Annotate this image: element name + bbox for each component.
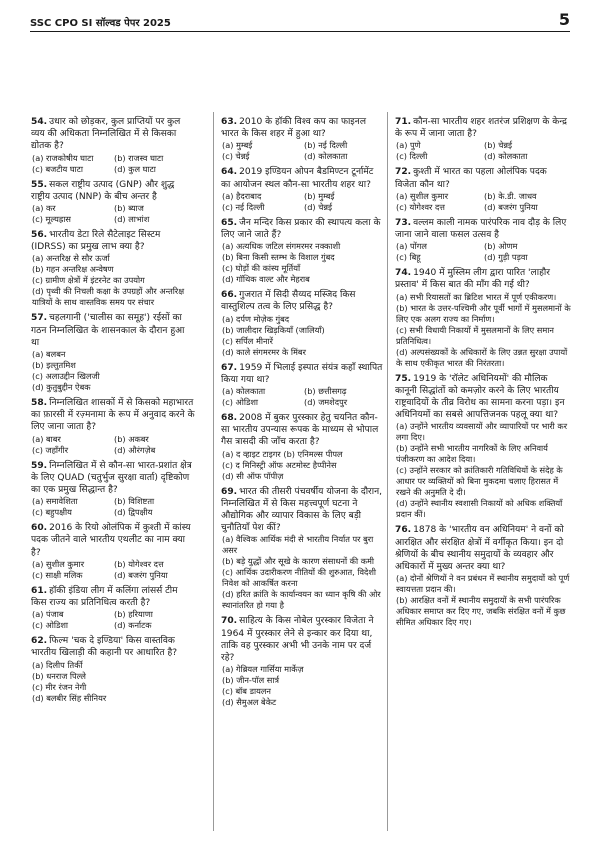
answer-option: (b) जालीदार खिड़कियाँ (जालियाँ) [222, 324, 325, 335]
question-number: 70. [221, 616, 238, 627]
answer-option: (b) आरक्षित वनों में स्थानीय समुदायों के सभी पारंपरिक अधिकार समाप्त कर दिए गए, जबकि संरक्षित वनों में कुछ सीमित अधिकार दिए गए। [396, 595, 566, 628]
question-number: 64. [221, 167, 238, 178]
question-number: 59. [31, 460, 48, 471]
question-block [395, 166, 571, 212]
answer-option: (a) सुशील कुमार [32, 558, 85, 569]
question-text [31, 635, 195, 659]
answer-option: (c) बिहू [396, 252, 421, 263]
answer-option: (a) उन्होंने भारतीय व्यवसायों और व्यापारियों पर भारी कर लगा दिए। [396, 421, 568, 443]
question-number: 67. [221, 362, 238, 373]
question-stem: 2016 के रियो ओलंपिक में कुश्ती में कांस्य पदक जीतने वाले भारतीय एथलीट का नाम क्या है? [31, 523, 191, 558]
question-stem: उधार को छोड़कर, कुल प्राप्तियों पर कुल व्यय की अधिकता निम्नलिखित में से किसका द्योतक है? [31, 117, 181, 152]
answer-option: (b) जीन-पॉल सार्त्र [222, 675, 279, 686]
question-block [31, 229, 195, 308]
question-block [395, 267, 571, 368]
answer-option: (a) गेब्रियल गार्सिया मार्केज़ [222, 664, 304, 675]
answer-option: (d) कोलकाता [484, 151, 528, 162]
answer-option: (d) अल्पसंख्यकों के अधिकारों के लिए उन्नत सुरक्षा उपायों के साथ एकीकृत भारत की निरंतरता। [396, 346, 568, 368]
header-rule [30, 31, 570, 32]
answer-option: (d) जमशेदपुर [304, 397, 348, 408]
question-stem: भारत की तीसरी पंचवर्षीय योजना के दौरान, निम्नलिखित में से किस महत्त्वपूर्ण घटना ने औद्योगिक और व्यापार विकास के लिए बड़ी चुनौतियाँ पेश कीं? [221, 486, 383, 534]
answer-option: (d) कर्नाटक [114, 620, 152, 631]
answer-option: (c) चेन्नई [222, 151, 250, 162]
answer-option: (d) औरंगज़ेब [114, 444, 156, 455]
answer-option: (a) द व्हाइट टाइगर (b) एनिमल्स पीपल [222, 448, 343, 459]
question-text [221, 116, 385, 140]
answer-option: (a) सुशील कुमार [396, 190, 449, 201]
answer-option: (c) नई दिल्ली [222, 201, 265, 212]
answer-options [221, 449, 385, 482]
answer-option: (c) आर्थिक उदारीकरण नीतियों की शुरुआत, विदेशी निवेश को आकर्षित करना [222, 567, 377, 589]
answer-option: (b) हरियाणा [114, 609, 153, 620]
answer-option: (d) बजरंग पुनिया [114, 569, 168, 580]
question-text [31, 460, 195, 497]
answer-option: (d) गॉथिक वाल्ट और मेहराब [222, 274, 310, 285]
answer-option: (b) ब्याज [114, 203, 144, 214]
answer-option: (c) ओडिशा [222, 397, 259, 408]
question-text [221, 362, 385, 386]
question-number: 73. [395, 217, 412, 228]
answer-option: (c) मीर रंजन नेगी [32, 681, 87, 692]
answer-option: (c) जहाँगीर [32, 444, 69, 455]
question-text [395, 116, 571, 140]
answer-option: (b) के.डी. जाधव [484, 190, 537, 201]
question-block [221, 217, 385, 285]
question-text [221, 486, 385, 535]
answer-option: (b) छत्तीसगढ़ [304, 386, 347, 397]
question-block [221, 289, 385, 357]
answer-options [31, 496, 195, 518]
question-number: 60. [31, 523, 48, 534]
answer-option: (a) वैश्विक आर्थिक मंदी से भारतीय निर्यात पर बुरा असर [222, 534, 374, 556]
answer-options [31, 609, 195, 631]
question-block [31, 179, 195, 225]
answer-option: (b) योगेश्वर दत्त [114, 558, 164, 569]
column-divider [213, 112, 214, 831]
answer-options [395, 140, 571, 162]
question-number: 57. [31, 313, 48, 324]
answer-option: (a) अन्तरिक्ष से सौर ऊर्जा [32, 253, 110, 264]
question-stem: गुजरात में सिदी सैय्यद मस्जिद किस वास्तुशिल्प तत्व के लिए प्रसिद्ध है? [221, 290, 356, 313]
question-column-left [31, 116, 195, 708]
question-text [221, 615, 385, 664]
question-text [221, 217, 385, 241]
answer-option: (c) अलाउद्दीन खिलजी [32, 371, 100, 382]
answer-options [221, 314, 385, 358]
answer-option: (a) कोलकाता [222, 386, 266, 397]
question-stem: 2008 में बुकर पुरस्कार हेतु चयनित कौन-सा भारतीय उपन्यास रूपक के माध्यम से भोपाल गैस त्रासदी की जाँच करता है? [221, 413, 379, 448]
page-header [30, 10, 570, 30]
question-text [395, 524, 571, 573]
answer-option: (c) घोड़ों की कांस्य मूर्तियाँ [222, 263, 301, 274]
answer-options [31, 559, 195, 581]
question-column-middle [221, 116, 385, 712]
question-stem: 1959 में भिलाई इस्पात संयंत्र कहाँ स्थापित किया गया था? [221, 362, 383, 385]
question-text [31, 312, 195, 349]
question-stem: कुश्ती में भारत का पहला ओलंपिक पदक विजेता कौन था? [395, 167, 547, 190]
question-text [221, 166, 385, 190]
answer-option: (a) पोंगल [396, 241, 427, 252]
question-number: 63. [221, 117, 238, 127]
question-block [31, 312, 195, 393]
question-text [395, 217, 571, 241]
question-number: 56. [31, 230, 48, 241]
answer-options [221, 140, 385, 162]
question-block [31, 585, 195, 631]
answer-option: (d) कुतुबुद्दीन ऐबक [32, 382, 91, 393]
page-number: 5 [558, 10, 570, 29]
question-number: 69. [221, 486, 238, 497]
answer-option: (b) मुम्बई [304, 190, 335, 201]
question-block [395, 524, 571, 628]
question-text [221, 289, 385, 313]
answer-options [221, 241, 385, 285]
answer-option: (d) चेन्नई [304, 201, 333, 212]
answer-option: (b) नई दिल्ली [304, 140, 348, 151]
question-block [31, 397, 195, 456]
question-block [221, 362, 385, 408]
answer-option: (a) बलबन [32, 349, 66, 360]
answer-option: (c) ओडिशा [32, 620, 69, 631]
answer-option: (a) दर्पण मोज़ेक गुंबद [222, 313, 290, 324]
question-stem: निम्नलिखित शासकों में से किसको महाभारत का फ़ारसी में रज़्मनामा के रूप में अनुवाद करने के लिए जाना जाता है? [31, 398, 195, 433]
answer-option: (c) बॉब डायलन [222, 686, 271, 697]
answer-options [31, 660, 195, 704]
answer-options [395, 292, 571, 369]
answer-option: (a) पंजाब [32, 609, 64, 620]
paper-title: SSC CPO SI सॉल्वड पेपर 2025 [30, 18, 171, 29]
question-block [221, 116, 385, 162]
question-block [31, 460, 195, 519]
answer-option: (d) कुल घाटा [114, 163, 156, 174]
answer-option: (c) ग्रामीण क्षेत्रों में इंटरनेट का उपयोग [32, 275, 145, 286]
question-stem: 1919 के 'रॉलेट अधिनियमों' की मौलिक कानूनी सिद्धांतों को कमज़ोर करने के लिए भारतीय राष्ट्रवादियों के तीव्र विरोध का सामना करना पड़ा। इन अधिनियमों का सबसे आपत्तिजनक पहलू क्या था? [395, 373, 565, 421]
answer-option: (d) गुड़ी पड़वा [484, 252, 528, 263]
answer-option: (a) हैदराबाद [222, 190, 262, 201]
question-block [395, 217, 571, 263]
answer-option: (a) कर [32, 203, 56, 214]
answer-option: (b) धनराज पिल्ले [32, 670, 86, 681]
answer-option: (c) योगेश्वर दत्त [396, 201, 445, 212]
question-stem: भारतीय डेटा रिले सैटेलाइट सिस्टम (IDRSS) का प्रमुख लाभ क्या है? [31, 230, 161, 253]
question-number: 65. [221, 217, 238, 228]
column-divider [387, 112, 388, 831]
question-stem: कौन-सा भारतीय शहर शतरंज प्रशिक्षण के केन्द्र के रूप में जाना जाता है? [395, 117, 567, 140]
answer-option: (b) गहन अन्तरिक्ष अन्वेषण [32, 264, 114, 275]
answer-option: (b) इल्तुतमिश [32, 360, 76, 371]
question-text [395, 267, 571, 291]
question-number: 71. [395, 117, 412, 127]
answer-options [395, 191, 571, 213]
question-stem: 1878 के 'भारतीय वन अधिनियम' ने वनों को आरक्षित और संरक्षित क्षेत्रों में वर्गीकृत किया। इन दो श्रेणियों के बीच स्थानीय समुदायों के व्यवहार और अधिकारों में मुख्य अन्तर क्या था? [395, 525, 564, 573]
question-stem: फिल्म 'चक दे इण्डिया' किस वास्तविक भारतीय खिलाड़ी की कहानी पर आधारित है? [31, 636, 178, 659]
question-block [395, 116, 571, 162]
question-number: 66. [221, 290, 238, 301]
question-number: 76. [395, 525, 412, 536]
question-block [221, 486, 385, 612]
answer-options [221, 664, 385, 708]
answer-option: (a) अत्यधिक जटिल संगमरमर नक्काशी [222, 241, 341, 252]
answer-options [395, 573, 571, 628]
question-stem: सकल राष्ट्रीय उत्पाद (GNP) और शुद्ध राष्ट्रीय उत्पाद (NNP) के बीच अन्तर है [31, 179, 175, 202]
answer-option: (c) उन्होंने सरकार को क्रांतिकारी गतिविधियों के संदेह के आधार पर व्यक्तियों को बिना मुकदमा चलाए हिरासत में रखने की अनुमति दे दी। [396, 465, 563, 498]
answer-options [31, 153, 195, 175]
answer-options [395, 241, 571, 263]
question-text [31, 179, 195, 203]
answer-option: (b) अकबर [114, 433, 149, 444]
question-stem: जैन मन्दिर किस प्रकार की स्थापत्य कला के लिए जाने जाते हैं? [221, 217, 381, 241]
question-block [221, 412, 385, 482]
question-number: 58. [31, 398, 48, 409]
question-stem: 1940 में मुस्लिम लीग द्वारा पारित 'लाहौर प्रस्ताव' में किस बात की माँग की गई थी? [395, 268, 550, 291]
question-number: 55. [31, 179, 48, 190]
answer-option: (d) बलबीर सिंह सीनियर [32, 692, 107, 703]
question-number: 72. [395, 167, 412, 178]
question-number: 68. [221, 413, 238, 424]
answer-option: (c) दिल्ली [396, 151, 428, 162]
question-block [31, 635, 195, 703]
answer-option: (c) द मिनिस्ट्री ऑफ अटमोस्ट हैप्पीनेस [222, 459, 337, 470]
answer-option: (d) हरित क्रांति के कार्यान्वयन का ध्यान कृषि की ओर स्थानांतरित हो गया है [222, 589, 381, 611]
answer-option: (c) साक्षी मलिक [32, 569, 83, 580]
answer-option: (d) सैमुअल बेकेट [222, 697, 277, 708]
question-number: 74. [395, 268, 412, 279]
answer-option: (d) बजरंग पुनिया [484, 201, 538, 212]
answer-option: (c) मूल्यह्रास [32, 214, 71, 225]
answer-option: (b) उन्होंने सभी भारतीय नागरिकों के लिए अनिवार्य पंजीकरण का आदेश दिया। [396, 443, 548, 465]
question-number: 75. [395, 373, 412, 384]
answer-option: (b) विशिष्टता [114, 496, 155, 507]
answer-option: (d) द्विपक्षीय [114, 507, 153, 518]
answer-option: (c) सर्पिल मीनारें [222, 335, 273, 346]
answer-option: (d) सी ऑफ पॉपीज़ [222, 470, 284, 481]
answer-option: (a) मुम्बई [222, 140, 253, 151]
question-text [31, 522, 195, 559]
answer-option: (a) दोनों श्रेणियों ने वन प्रबंधन में स्थानीय समुदायों को पूर्ण स्वायत्तता प्रदान की। [396, 573, 570, 595]
question-block [395, 373, 571, 521]
question-text [395, 373, 571, 422]
question-text [221, 412, 385, 449]
answer-option: (b) चेन्नई [484, 140, 513, 151]
question-block [221, 166, 385, 212]
answer-option: (d) काले संगमरमर के मिंबर [222, 346, 306, 357]
answer-options [395, 421, 571, 520]
question-block [31, 522, 195, 581]
answer-option: (b) भारत के उत्तर-पश्चिमी और पूर्वी भागों में मुसलमानों के लिए एक अलग राज्य का निर्माण। [396, 302, 571, 324]
question-stem: वल्लम काली नामक पारंपरिक नाव दौड़ के लिए जाना जाने वाला फसल उत्सव है [395, 217, 567, 241]
question-text [395, 166, 571, 190]
answer-option: (d) उन्होंने स्थानीय स्वशासी निकायों को अधिक शक्तियाँ प्रदान कीं। [396, 498, 563, 520]
answer-options [221, 534, 385, 611]
answer-options [221, 386, 385, 408]
answer-option: (b) बिना किसी स्तम्भ के विशाल गुंबद [222, 252, 335, 263]
answer-options [31, 434, 195, 456]
answer-options [31, 349, 195, 393]
question-block [221, 615, 385, 708]
question-block [31, 116, 195, 175]
answer-options [31, 253, 195, 308]
question-stem: 2010 के हॉकी विश्व कप का फाइनल भारत के किस शहर में हुआ था? [221, 117, 366, 140]
answer-option: (a) पुणे [396, 140, 421, 151]
answer-option: (a) दिलीप तिर्की [32, 659, 83, 670]
question-column-right [395, 116, 571, 632]
question-text [31, 116, 195, 153]
answer-option: (a) राजकोषीय घाटा [32, 152, 94, 163]
question-text [31, 229, 195, 253]
question-stem: 2019 इण्डियन ओपन बैडमिण्टन टूर्नामेंट का आयोजन स्थल कौन-सा भारतीय शहर था? [221, 167, 374, 190]
answer-option: (c) बजटीय घाटा [32, 163, 84, 174]
question-stem: साहित्य के किस नोबेल पुरस्कार विजेता ने 1964 में पुरस्कार लेने से इन्कार कर दिया था, ताकि वह पुरस्कार अभी भी उनके नाम पर दर्ज रहे? [221, 616, 374, 664]
answer-option: (c) सभी विधायी निकायों में मुसलमानों के लिए समान प्रतिनिधित्व। [396, 324, 554, 346]
answer-option: (a) सभी रियासतों का ब्रिटिश भारत में पूर्ण एकीकरण। [396, 291, 557, 302]
question-number: 62. [31, 636, 48, 647]
question-stem: चहलगानी ('चालीस का समूह') रईसों का गठन निम्नलिखित के शासनकाल के दौरान हुआ था [31, 313, 185, 348]
answer-option: (b) बड़े युद्धों और सूखे के कारण संसाधनों की कमी [222, 556, 375, 567]
answer-options [221, 191, 385, 213]
answer-option: (a) समावेशिता [32, 496, 78, 507]
answer-option: (d) लाभांश [114, 214, 150, 225]
question-text [31, 397, 195, 434]
question-number: 61. [31, 585, 48, 596]
question-number: 54. [31, 117, 48, 127]
question-stem: हॉकी इंडिया लीग में कलिंगा लांसर्स टीम किस राज्य का प्रतिनिधित्व करती है? [31, 585, 178, 609]
answer-option: (d) कोलकाता [304, 151, 348, 162]
answer-option: (c) बहुपक्षीय [32, 507, 72, 518]
question-text [31, 585, 195, 609]
answer-option: (a) बाबर [32, 433, 61, 444]
answer-options [31, 203, 195, 225]
answer-option: (b) ओणम [484, 241, 518, 252]
question-stem: निम्नलिखित में से कौन-सा भारत-प्रशांत क्षेत्र के लिए QUAD (चतुर्भुज सुरक्षा वार्ता) दृष्टिकोण का एक प्रमुख सिद्धान्त है? [31, 460, 192, 496]
answer-option: (d) पृथ्वी की निचली कक्षा के उपग्रहों और अन्तरिक्ष यात्रियों के साथ वास्तविक समय पर संचार [32, 286, 185, 308]
answer-option: (b) राजस्व घाटा [114, 152, 164, 163]
